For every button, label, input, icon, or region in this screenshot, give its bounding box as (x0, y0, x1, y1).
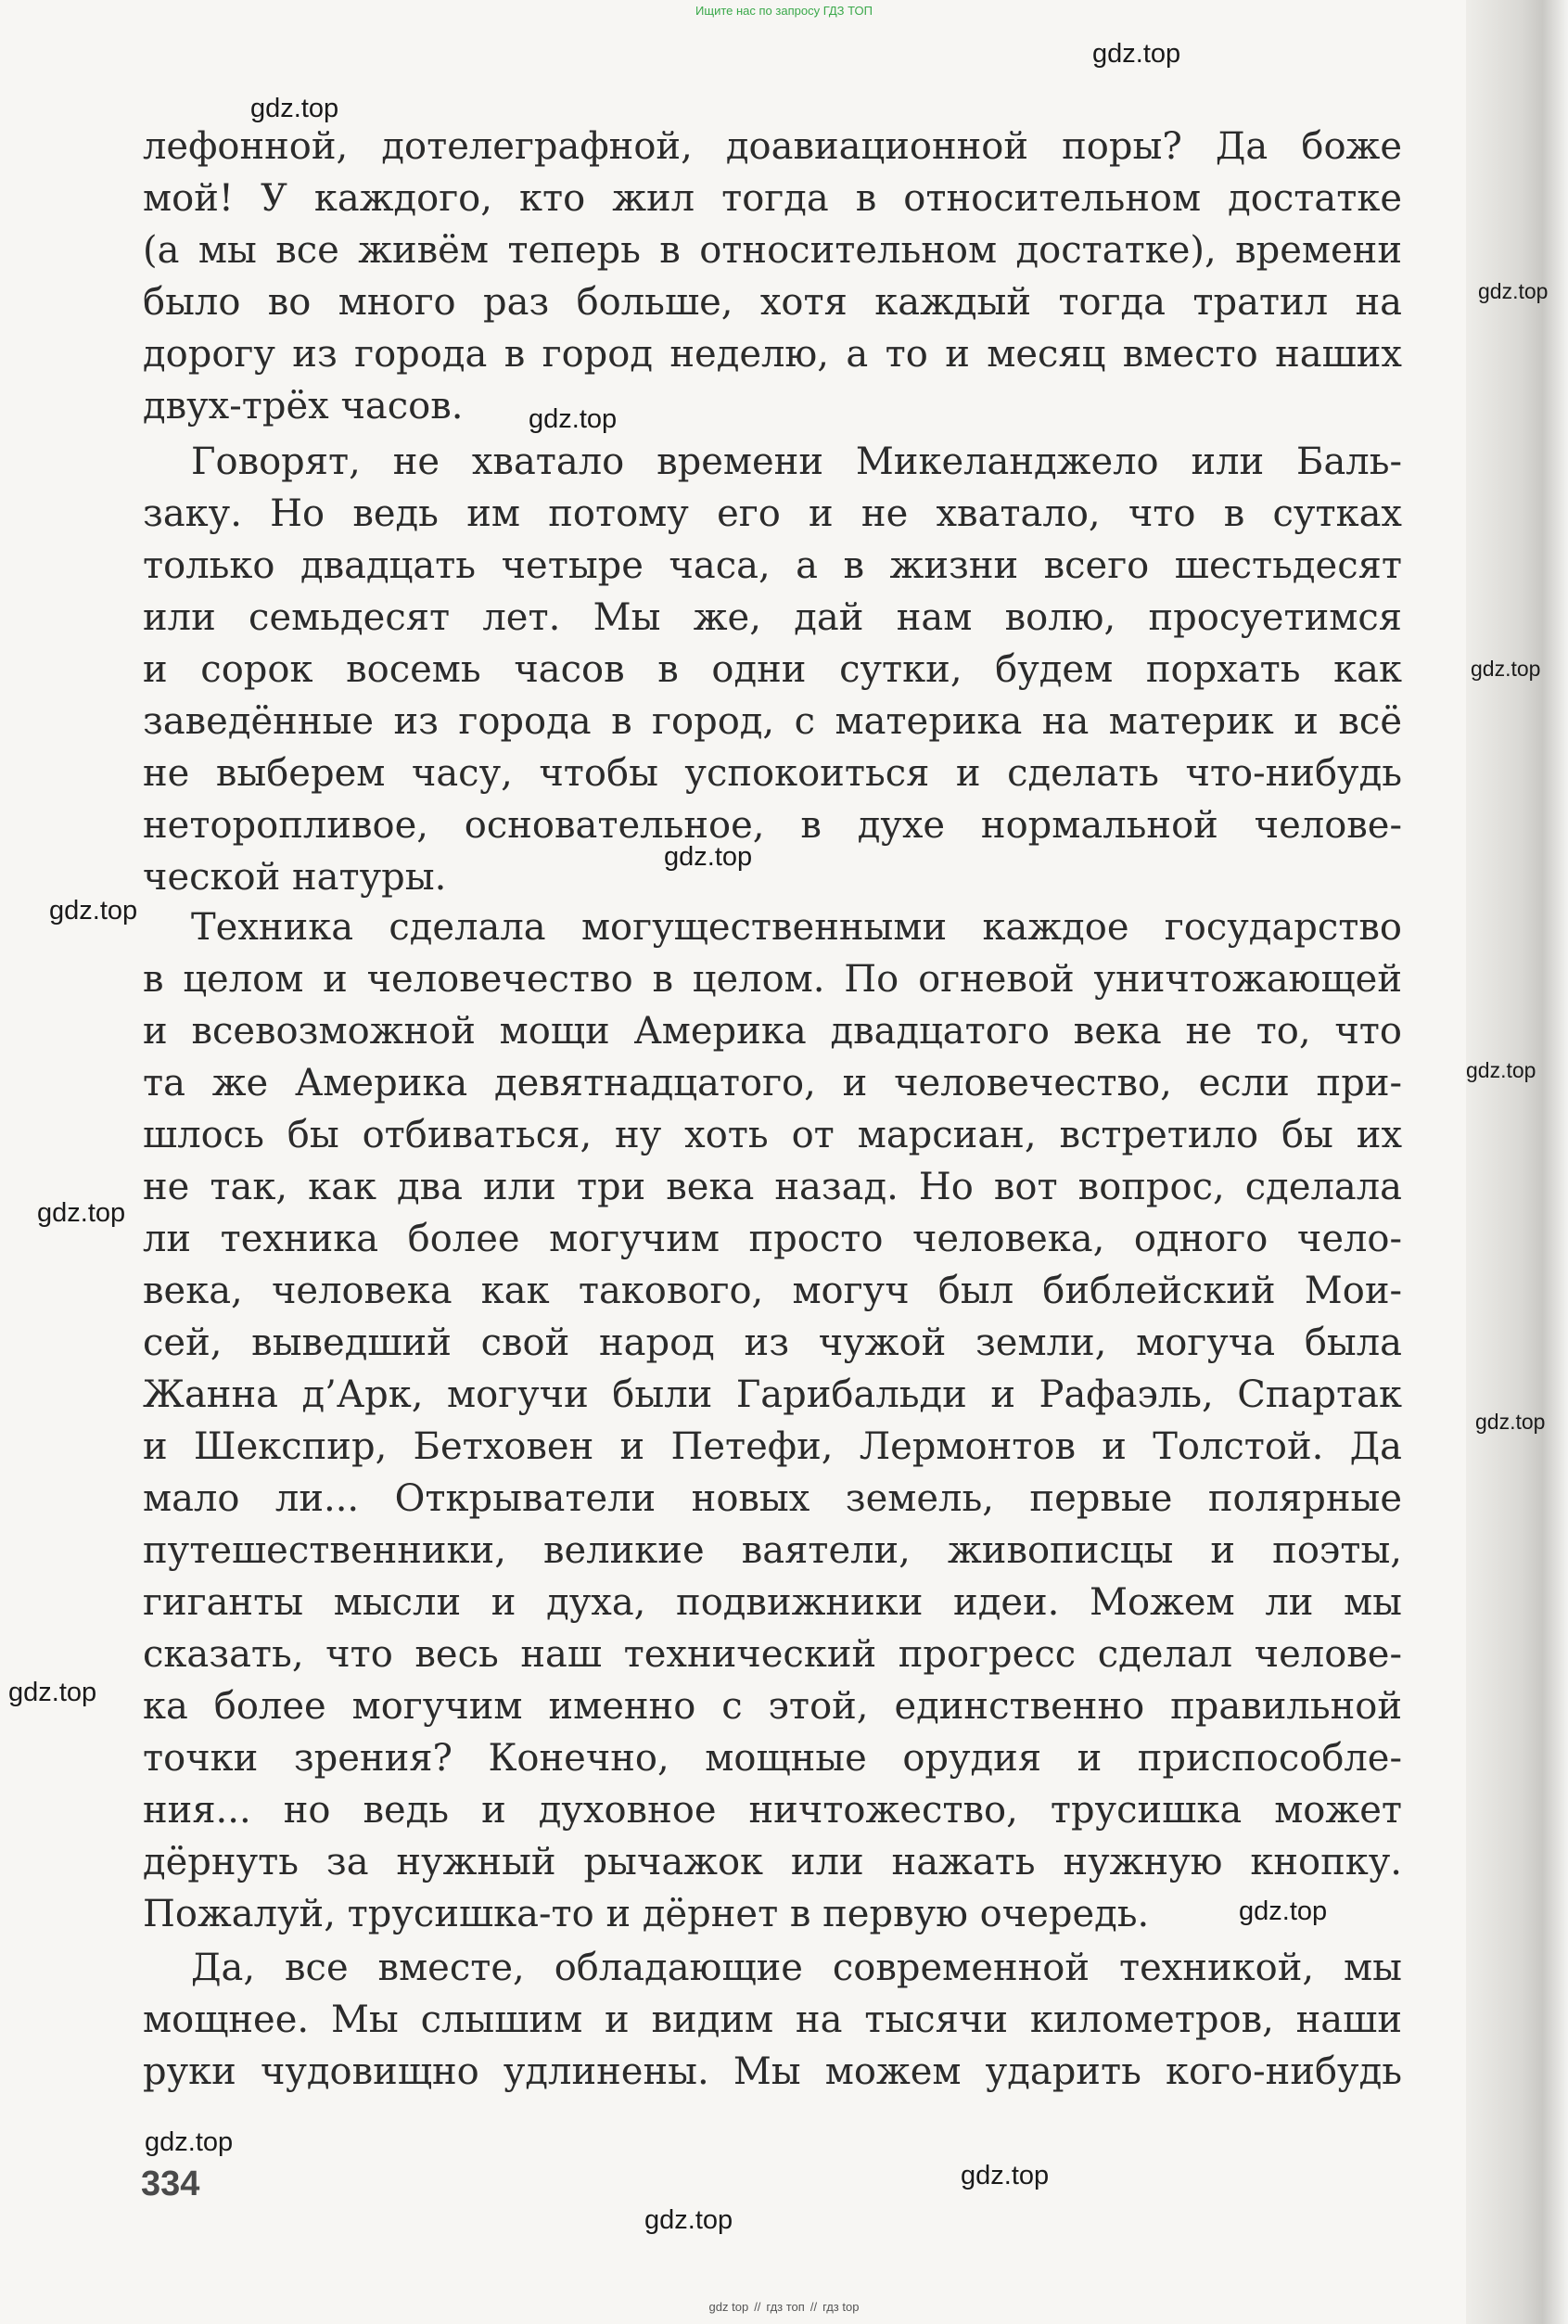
text-line: мощнее. Мы слышим и видим на тысячи километров, наши (143, 1998, 1402, 2041)
watermark: gdz.top (644, 2205, 733, 2235)
bottom-banner-link[interactable]: гдз топ (766, 2300, 805, 2314)
text-line: заведённые из города в город, с материка на материк и всё (143, 700, 1402, 743)
bottom-banner-separator: // (809, 2300, 818, 2314)
text-line: лефонной, дотелеграфной, доавиационной поры? Да боже (143, 125, 1402, 168)
text-line: ли техника более могучим просто человека, одного чело- (143, 1218, 1402, 1260)
text-line: сказать, что весь наш технический прогресс сделал челове- (143, 1633, 1402, 1676)
paragraph-start: Говорят, не хватало времени Микеланджело или Баль- (191, 441, 1402, 483)
bottom-banner-link[interactable]: gdz top (708, 2300, 749, 2314)
text-line: мой! У каждого, кто жил тогда в относительном достатке (143, 177, 1402, 220)
text-line: двух-трёх часов. (143, 385, 464, 428)
paragraph-start: Да, все вместе, обладающие современной техникой, мы (191, 1947, 1402, 1989)
text-line: и сорок восемь часов в одни сутки, будем порхать как (143, 648, 1402, 691)
text-line: путешественники, великие ваятели, живописцы и поэты, (143, 1529, 1402, 1572)
text-line: дорогу из города в город неделю, а то и месяц вместо наших (143, 333, 1402, 376)
text-line: дёрнуть за нужный рычажок или нажать нужную кнопку. (143, 1841, 1402, 1883)
text-line: мало ли... Открыватели новых земель, первые полярные (143, 1477, 1402, 1520)
bottom-banner-separator: // (754, 2300, 761, 2314)
watermark: gdz.top (1092, 39, 1181, 69)
text-line: сей, выведший свой народ из чужой земли, могуча была (143, 1322, 1402, 1364)
paragraph-start: Техника сделала могущественными каждое государство (191, 906, 1402, 949)
text-line: было во много раз больше, хотя каждый тогда тратил на (143, 281, 1402, 324)
watermark: gdz.top (1466, 1058, 1536, 1082)
text-line: ния... но ведь и духовное ничтожество, трусишка может (143, 1789, 1402, 1832)
watermark: gdz.top (49, 896, 138, 926)
watermark: gdz.top (529, 404, 618, 434)
text-line: только двадцать четыре часа, а в жизни всего шестьдесят (143, 544, 1402, 587)
text-line: и Шекспир, Бетховен и Петефи, Лермонтов и Толстой. Да (143, 1425, 1402, 1468)
text-line: и всевозможной мощи Америка двадцатого века не то, что (143, 1010, 1402, 1053)
text-line: гиганты мысли и духа, подвижники идеи. Можем ли мы (143, 1581, 1402, 1624)
watermark: gdz.top (37, 1198, 126, 1228)
text-line: (а мы все живём теперь в относительном достатке), времени (143, 229, 1402, 272)
text-line: или семьдесят лет. Мы же, дай нам волю, просуетимся (143, 596, 1402, 639)
page-number: 334 (141, 2164, 200, 2203)
text-line: неторопливое, основательное, в духе нормальной челове- (143, 804, 1402, 847)
bottom-banner-link[interactable]: гдз top (822, 2300, 860, 2314)
text-line: Пожалуй, трусишка-то и дёрнет в первую очередь. (143, 1893, 1150, 1935)
watermark: gdz.top (250, 94, 339, 123)
text-line: ка более могучим именно с этой, единственно правильной (143, 1685, 1402, 1728)
text-line: ческой натуры. (143, 856, 447, 899)
text-line: века, человека как такового, могуч был библейский Мои- (143, 1270, 1402, 1312)
text-line: не выберем часу, чтобы успокоиться и сделать что-нибудь (143, 752, 1402, 795)
watermark: gdz.top (1239, 1896, 1328, 1926)
watermark: gdz.top (145, 2127, 234, 2157)
text-line: руки чудовищно удлинены. Мы можем ударить кого-нибудь (143, 2050, 1402, 2093)
text-line: точки зрения? Конечно, мощные орудия и приспособле- (143, 1737, 1402, 1780)
text-line: та же Америка девятнадцатого, и человечество, если при- (143, 1062, 1402, 1105)
watermark: gdz.top (1471, 657, 1541, 681)
top-banner[interactable]: Ищите нас по запросу ГДЗ ТОП (695, 4, 873, 18)
binding-shadow (1466, 0, 1568, 2324)
watermark: gdz.top (961, 2161, 1050, 2190)
text-line: шлось бы отбиваться, ну хоть от марсиан, встретило бы их (143, 1114, 1402, 1156)
text-line: не так, как два или три века назад. Но вот вопрос, сделала (143, 1166, 1402, 1208)
watermark: gdz.top (1478, 279, 1549, 303)
bottom-banner[interactable] (0, 2300, 1568, 2314)
text-line: Жанна д’Арк, могучи были Гарибальди и Рафаэль, Спартак (143, 1373, 1402, 1416)
watermark: gdz.top (664, 842, 753, 872)
text-line: в целом и человечество в целом. По огневой уничтожающей (143, 958, 1402, 1001)
watermark: gdz.top (8, 1678, 97, 1707)
watermark: gdz.top (1475, 1410, 1546, 1434)
text-line: заку. Но ведь им потому его и не хватало, что в сутках (143, 492, 1402, 535)
